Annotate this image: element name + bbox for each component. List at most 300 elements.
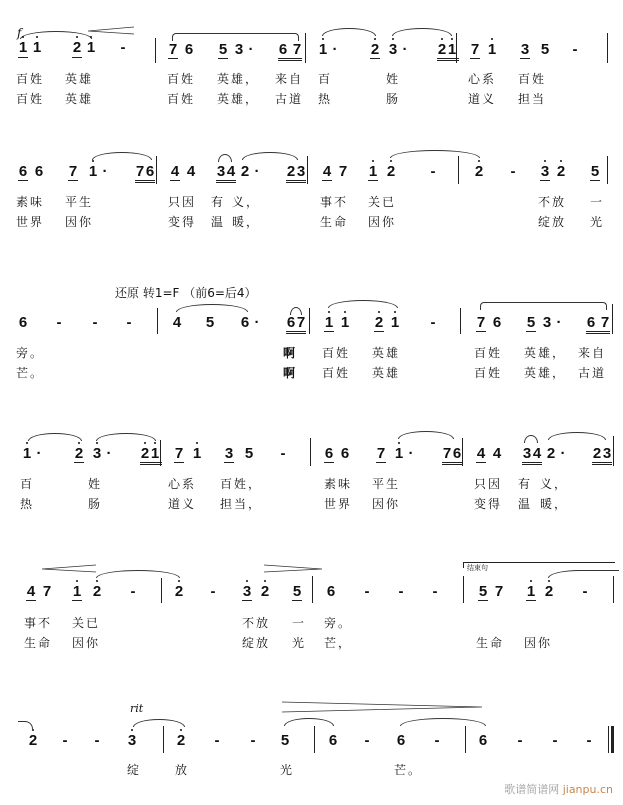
underline (586, 331, 610, 332)
note: 2 (386, 164, 396, 180)
final-barline-thick (611, 726, 614, 753)
underline (135, 180, 155, 181)
lyric: 担当， (220, 497, 263, 511)
note: 6 (145, 163, 155, 180)
dot: · (254, 163, 260, 180)
note: 3 (522, 445, 532, 462)
note: 6 (492, 314, 502, 331)
slur (218, 154, 232, 162)
lyric: 道义 (468, 92, 497, 106)
lyric: 心系 (468, 72, 497, 86)
underline (216, 180, 236, 181)
note: 6 (328, 732, 338, 749)
barline (163, 726, 164, 753)
underline (592, 464, 612, 465)
barline (458, 156, 459, 184)
slur (328, 300, 398, 308)
barline (612, 304, 613, 334)
note: 1 (487, 42, 497, 58)
lyric: 光 (280, 763, 295, 777)
note: 1 (318, 42, 328, 58)
ending-label: 结束句 (467, 564, 488, 572)
note: 7 (470, 41, 480, 58)
underline (476, 331, 486, 332)
barline (156, 156, 157, 184)
barline (465, 726, 466, 753)
lyric: 百姓 (322, 366, 351, 380)
underline (286, 180, 306, 181)
note: 7 (442, 445, 452, 462)
note: 3 (234, 41, 244, 58)
dash: - (130, 583, 136, 600)
lyric: 素味 (324, 477, 353, 491)
barline (307, 156, 308, 184)
slur (96, 570, 180, 578)
lyric: 旁。 (324, 616, 353, 630)
note: 4 (170, 163, 180, 180)
note: 2 (174, 584, 184, 600)
underline (26, 600, 36, 601)
dot: · (36, 445, 42, 462)
note: 4 (186, 163, 196, 180)
slur (96, 433, 156, 441)
note: 6 (184, 41, 194, 58)
lyric: 古道 (275, 92, 304, 106)
note: 2 (546, 445, 556, 462)
dash: - (364, 583, 370, 600)
lyric: 一 (590, 195, 605, 209)
note: 6 (478, 732, 488, 749)
note: 7 (42, 583, 52, 600)
note: 6 (240, 314, 250, 331)
lyric: 绽 (127, 763, 142, 777)
lyric: 只因 (168, 195, 197, 209)
underline (586, 333, 610, 334)
lyric: 百姓 (518, 72, 547, 86)
underline (174, 462, 184, 463)
underline (218, 58, 228, 59)
lyric: 只因 (474, 477, 503, 491)
lyric: 芒。 (16, 366, 45, 380)
note: 6 (340, 445, 350, 462)
note: 7 (476, 314, 486, 331)
underline (442, 462, 462, 463)
watermark-site: jianpu.cn (562, 783, 613, 796)
lyric: 百姓 (167, 92, 196, 106)
note: 2 (240, 163, 250, 180)
note: 5 (590, 163, 600, 180)
lyric: 因你 (72, 636, 101, 650)
decrescendo-hairpin (282, 700, 484, 714)
lyric: 有 (518, 477, 533, 491)
underline (522, 462, 542, 463)
barline (312, 576, 313, 603)
lyric: 芒， (324, 636, 353, 650)
dot: · (560, 445, 566, 462)
note: 3 (92, 446, 102, 462)
lyric: 百 (318, 72, 333, 86)
note: 2 (74, 446, 84, 462)
dot: · (248, 41, 254, 58)
note: 7 (338, 163, 348, 180)
underline (370, 58, 380, 59)
lyric: 古道 (578, 366, 607, 380)
note: 2 (176, 733, 186, 749)
note: 1 (447, 42, 457, 58)
lyric: 旁。 (16, 346, 45, 360)
lyric: 平生 (65, 195, 94, 209)
note: 1 (72, 584, 82, 600)
barline (613, 436, 614, 466)
note: 6 (326, 583, 336, 600)
lyric: 绽放 (538, 215, 567, 229)
decrescendo-hairpin (264, 564, 324, 574)
underline (18, 180, 28, 181)
lyric: 义， (232, 195, 261, 209)
dash: - (572, 41, 578, 58)
lyric: 英雄， (524, 346, 567, 360)
note: 1 (150, 446, 160, 462)
underline (322, 180, 332, 181)
note: 6 (396, 732, 406, 749)
note: 7 (68, 163, 78, 180)
lyric: 光 (590, 215, 605, 229)
lyric: 心系 (168, 477, 197, 491)
lyric: 义， (540, 477, 569, 491)
dash: - (517, 732, 523, 749)
underline (590, 180, 600, 181)
underline (140, 462, 162, 463)
note: 6 (18, 314, 28, 331)
underline (526, 600, 536, 601)
note: 2 (374, 315, 384, 331)
lyric: 事不 (24, 616, 53, 630)
note: 2 (556, 164, 566, 180)
note: 6 (34, 163, 44, 180)
note: 2 (72, 40, 82, 56)
slur (548, 432, 606, 440)
underline (140, 464, 162, 465)
note: 1 (368, 164, 378, 180)
note: 4 (532, 445, 542, 462)
lyric: 关已 (368, 195, 397, 209)
barline (613, 576, 614, 603)
underline (324, 462, 334, 463)
barline (160, 440, 161, 466)
note: 3 (216, 163, 226, 180)
barline (155, 38, 156, 63)
note: 1 (340, 315, 350, 331)
note: 3 (602, 445, 612, 462)
note: 7 (168, 41, 178, 58)
lyric: 肠 (88, 497, 103, 511)
underline (292, 600, 302, 601)
dash: - (280, 445, 286, 462)
lyric: 世界 (16, 215, 45, 229)
note: 4 (226, 163, 236, 180)
dash: - (92, 314, 98, 331)
dash: - (434, 732, 440, 749)
note: 2 (286, 163, 296, 180)
note: 5 (205, 314, 215, 331)
note: 6 (586, 314, 596, 331)
slur (172, 33, 299, 41)
note: 5 (526, 314, 536, 331)
lyric: 来自 (578, 346, 607, 360)
lyric: 因你 (368, 215, 397, 229)
lyric: 姓 (88, 477, 103, 491)
lyric: 温 (211, 215, 226, 229)
barline (462, 438, 463, 466)
lyric: 英雄， (524, 366, 567, 380)
dash: - (126, 314, 132, 331)
lyric: 啊 (283, 366, 298, 380)
lyric: 芒。 (394, 763, 423, 777)
note: 1 (18, 40, 28, 56)
lyric: 英雄 (65, 72, 94, 86)
note: 4 (172, 314, 182, 331)
lyric: 百姓， (220, 477, 263, 491)
note: 7 (494, 583, 504, 600)
underline (520, 58, 530, 59)
lyric: 放 (175, 763, 190, 777)
crescendo-hairpin (42, 564, 98, 574)
lyric: 生命 (476, 636, 505, 650)
lyric: 暖， (540, 497, 569, 511)
slur (398, 431, 454, 439)
underline (18, 57, 28, 58)
barline (305, 33, 306, 63)
dot: · (254, 314, 260, 331)
underline (68, 180, 78, 181)
underline (168, 58, 178, 59)
underline (135, 182, 155, 183)
lyric: 姓 (386, 72, 401, 86)
barline (314, 726, 315, 753)
note: 7 (174, 445, 184, 462)
note: 2 (92, 584, 102, 600)
lyric: 变得 (474, 497, 503, 511)
dot: · (402, 41, 408, 58)
dash: - (364, 732, 370, 749)
barline (460, 308, 461, 334)
note: 2 (370, 42, 380, 58)
underline (286, 331, 306, 332)
lyric: 因你 (65, 215, 94, 229)
lyric: 英雄， (217, 72, 260, 86)
note: 7 (296, 314, 306, 331)
barline (456, 33, 457, 63)
lyric: 素味 (16, 195, 45, 209)
note: 5 (540, 41, 550, 58)
lyric: 英雄 (65, 92, 94, 106)
slur (133, 719, 185, 727)
underline (368, 180, 378, 181)
note: 5 (280, 732, 290, 749)
note: 6 (324, 445, 334, 462)
note: 4 (322, 163, 332, 180)
note: 1 (32, 40, 42, 56)
note: 3 (542, 314, 552, 331)
underline (170, 180, 180, 181)
dash: - (56, 314, 62, 331)
barline (463, 576, 464, 603)
dash: - (398, 583, 404, 600)
dash: - (62, 732, 68, 749)
note: 2 (140, 446, 150, 462)
underline (72, 600, 82, 601)
underline (72, 57, 82, 58)
underline (442, 464, 462, 465)
underline (376, 462, 386, 463)
note: 5 (218, 41, 228, 58)
note: 6 (18, 163, 28, 180)
dot: · (408, 445, 414, 462)
lyric: 百姓 (167, 72, 196, 86)
watermark-cn: 歌谱简谱网 (504, 783, 560, 796)
lyric: 百姓 (322, 346, 351, 360)
slur (390, 150, 480, 158)
lyric: 英雄 (372, 346, 401, 360)
slur (480, 302, 607, 310)
lyric: 一 (292, 616, 307, 630)
note: 3 (388, 42, 398, 58)
slur (284, 718, 334, 726)
dash: - (432, 583, 438, 600)
lyric: 因你 (372, 497, 401, 511)
lyric: 世界 (324, 497, 353, 511)
lyric: 有 (211, 195, 226, 209)
lyric: 啊 (283, 346, 298, 360)
dot: · (332, 41, 338, 58)
note: 3 (540, 164, 550, 180)
note: 1 (22, 446, 32, 462)
note: 6 (286, 314, 296, 331)
note: 4 (476, 445, 486, 462)
dash: - (214, 732, 220, 749)
lyric: 平生 (372, 477, 401, 491)
slur (322, 28, 376, 36)
barline (157, 308, 158, 334)
lyric: 英雄 (372, 366, 401, 380)
note: 3 (127, 733, 137, 749)
lyric: 不放 (538, 195, 567, 209)
key-change-annotation: 还原 转1=F （前6=后4） (115, 286, 257, 300)
lyric: 英雄， (217, 92, 260, 106)
dynamic-forte: f (17, 26, 22, 40)
underline (522, 464, 542, 465)
dash: - (430, 163, 436, 180)
slur (400, 718, 486, 726)
dot: · (102, 163, 108, 180)
note: 3 (242, 584, 252, 600)
note: 1 (324, 315, 334, 331)
underline (278, 60, 302, 61)
dash: - (510, 163, 516, 180)
lyric: 关已 (72, 616, 101, 630)
note: 1 (394, 446, 404, 462)
lyric: 来自 (275, 72, 304, 86)
note: 4 (492, 445, 502, 462)
note: 7 (376, 445, 386, 462)
note: 3 (296, 163, 306, 180)
note: 4 (26, 583, 36, 600)
note: 6 (278, 41, 288, 58)
underline (74, 462, 84, 463)
underline (470, 58, 480, 59)
lyric: 暖， (232, 215, 261, 229)
slur (20, 31, 92, 39)
note: 5 (478, 583, 488, 600)
underline (224, 462, 234, 463)
underline (286, 333, 306, 334)
lyric: 百 (20, 477, 35, 491)
dash: - (430, 314, 436, 331)
note: 5 (292, 583, 302, 600)
dash: - (586, 732, 592, 749)
lyric: 因你 (524, 636, 553, 650)
tempo-rit: rit (130, 702, 144, 715)
final-barline-thin (608, 726, 609, 753)
slur (28, 433, 82, 441)
note: 7 (135, 163, 145, 180)
dash: - (582, 583, 588, 600)
crescendo-hairpin (88, 26, 136, 36)
underline (476, 462, 486, 463)
dash: - (94, 732, 100, 749)
lyric: 担当 (518, 92, 547, 106)
note: 3 (224, 445, 234, 462)
underline (526, 331, 536, 332)
lyric: 肠 (386, 92, 401, 106)
note: 2 (544, 584, 554, 600)
slur (176, 304, 248, 312)
dash: - (210, 583, 216, 600)
lyric: 百姓 (16, 72, 45, 86)
note: 7 (292, 41, 302, 58)
note: 2 (260, 584, 270, 600)
lyric: 生命 (24, 636, 53, 650)
lyric: 温 (518, 497, 533, 511)
note: 1 (526, 584, 536, 600)
note: 2 (474, 164, 484, 180)
slur (392, 28, 452, 36)
slur (242, 152, 298, 160)
note: 1 (86, 40, 96, 56)
underline (278, 58, 302, 59)
underline (478, 600, 488, 601)
lyric: 光 (292, 636, 307, 650)
underline (324, 331, 334, 332)
barline (607, 33, 608, 63)
slur (524, 435, 538, 443)
lyric: 热 (318, 92, 333, 106)
note: 2 (28, 733, 38, 749)
note: 1 (390, 315, 400, 331)
underline (242, 600, 252, 601)
note: 6 (452, 445, 462, 462)
lyric: 不放 (242, 616, 271, 630)
underline (216, 182, 236, 183)
slur-continuation (18, 721, 33, 729)
note: 2 (592, 445, 602, 462)
lyric: 生命 (320, 215, 349, 229)
lyric: 百姓 (16, 92, 45, 106)
underline (540, 180, 550, 181)
lyric: 事不 (320, 195, 349, 209)
barline (309, 308, 310, 334)
lyric: 变得 (168, 215, 197, 229)
